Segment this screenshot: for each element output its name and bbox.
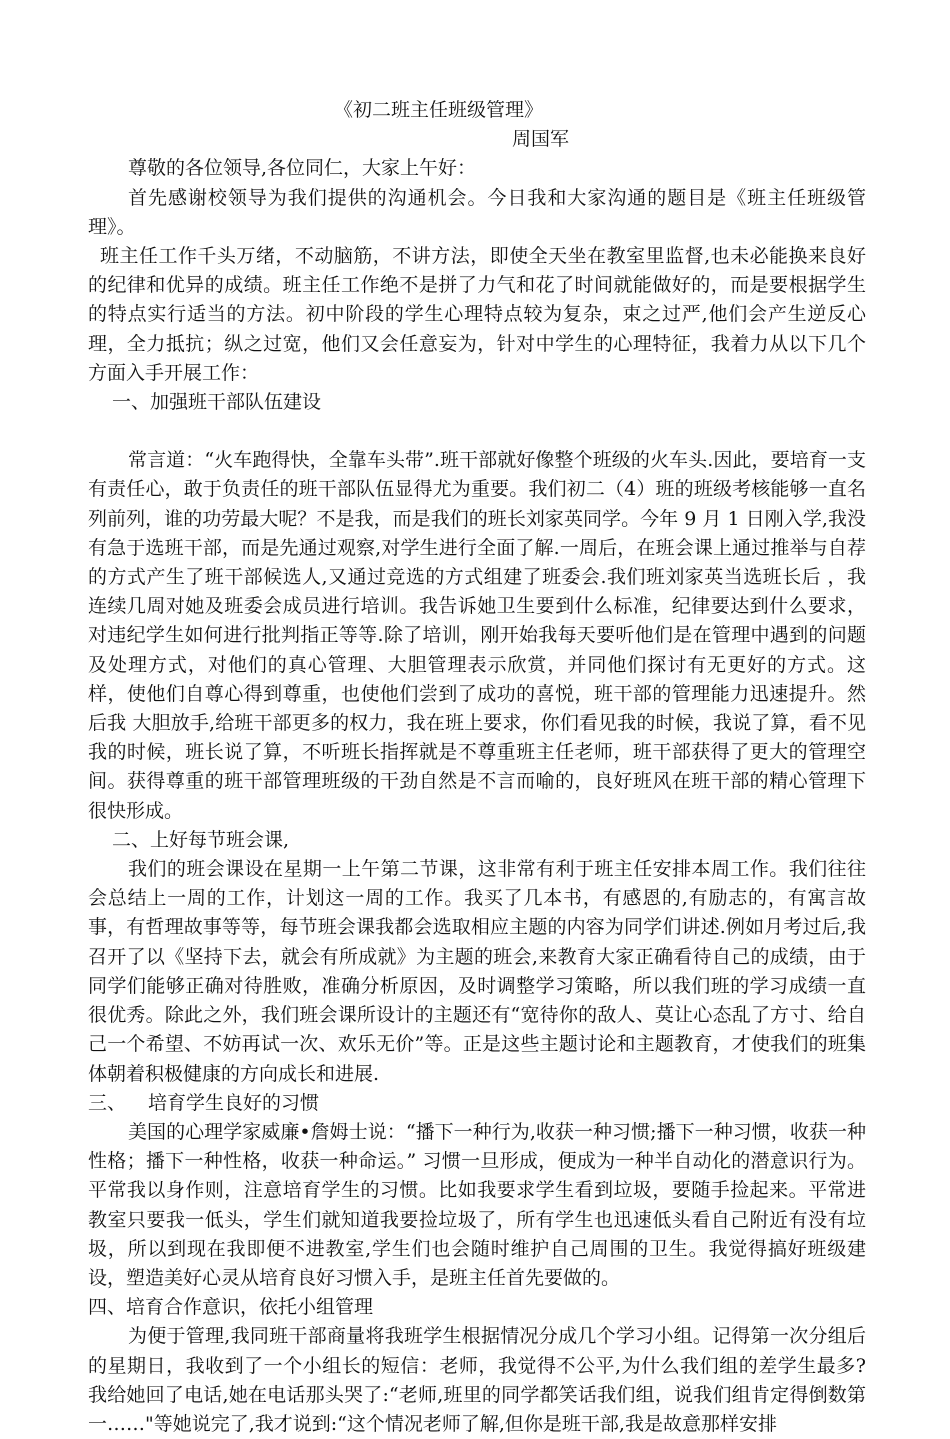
section-1-body: 常言道：“火车跑得快，全靠车头带”.班干部就好像整个班级的火车头.因此，要培育一支有责任心，敢于负责任的班干部队伍显得尤为重要。我们初二（4）班的班级考核能够一直名列前列，谁的功劳最大呢？不是我，而是我们的班长刘家英同学。今年 9 月 1 日刚入学,我没有急于选班干部，而是先通过观察,对学生进行全面了解.一周后，在班会课上通过推举与自荐的方式产生了班干部候选人,又通过竞选的方式组建了班委会.我们班刘家英当选班长后 ，我连续几周对她及班委会成员进行培训。我告诉她卫生要到什么标准，纪律要达到什么要求，对违纪学生如何进行批判指正等等.除了培训，刚开始我每天要听他们是在管理中遇到的问题及处理方式，对他们的真心管理、大胆管理表示欣赏，并同他们探讨有无更好的方式。这样，使他们自尊心得到尊重，也使他们尝到了成功的喜悦，班干部的管理能力迅速提升。然后我 大胆放手,给班干部更多的权力，我在班上要求，你们看见我的时候，我说了算，看不见我的时候，班长说了算，不听班长指挥就是不尊重班主任老师，班干部获得了更大的管理空间。获得尊重的班干部管理班级的干劲自然是不言而喻的，良好班风在班干部的精心管理下很快形成。	[88, 449, 866, 822]
intro-paragraph: 首先感谢校领导为我们提供的沟通机会。今日我和大家沟通的题目是《班主任班级管理》。	[88, 186, 866, 238]
document-page	[88, 96, 866, 1439]
greeting: 尊敬的各位领导,各位同仁，大家上午好：	[128, 157, 477, 180]
author-name: 周国军	[512, 128, 570, 151]
section-4-body: 为便于管理,我同班干部商量将我班学生根据情况分成几个学习小组。记得第一次分组后的星期日，我收到了一个小组长的短信：老师，我觉得不公平,为什么我们组的差学生最多? 我给她回了电话,她在电话那头哭了:“老师,班里的同学都笑话我们组，说我们组肯定得倒数第一……"等她说完了,我才说到:“这个情况老师了解,但你是班干部,我是故意那样安排	[88, 1325, 866, 1435]
section-heading-4: 四、培育合作意识，依托小组管理	[88, 1296, 374, 1319]
blank-line	[88, 417, 866, 446]
document-title: 《初二班主任班级管理》	[334, 99, 544, 121]
body-paragraph-1: 班主任工作千头万绪，不动脑筋，不讲方法，即使全天坐在教室里监督,也未必能换来良好的纪律和优异的成绩。班主任工作绝不是拼了力气和花了时间就能做好的，而是要根据学生的特点实行适当的方法。初中阶段的学生心理特点较为复杂，束之过严,他们会产生逆反心理，全力抵抗；纵之过宽，他们又会任意妄为，针对中学生的心理特征，我着力从以下几个方面入手开展工作：	[88, 245, 866, 384]
section-heading-1: 一、加强班干部队伍建设	[112, 391, 322, 414]
section-heading-2: 二、上好每节班会课,	[112, 828, 290, 851]
section-3-body: 美国的心理学家威廉•詹姆士说：“播下一种行为,收获一种习惯;播下一种习惯，收获一种性格；播下一种性格，收获一种命运。” 习惯一旦形成，便成为一种半自动化的潜意识行为。平常我以身作则，注意培育学生的习惯。比如我要求学生看到垃圾，要随手捡起来。平常进教室只要我一低头，学生们就知道我要捡垃圾了，所有学生也迅速低头看自己附近有没有垃圾，所以到现在我即便不进教室,学生们也会随时维护自己周围的卫生。我觉得搞好班级建设，塑造美好心灵从培育良好习惯入手，是班主任首先要做的。	[88, 1120, 866, 1289]
section-heading-3-number: 三、	[88, 1091, 127, 1114]
section-2-body: 我们的班会课设在星期一上午第二节课，这非常有利于班主任安排本周工作。我们往往会总结上一周的工作，计划这一周的工作。我买了几本书，有感恩的,有励志的，有寓言故事，有哲理故事等等，每节班会课我都会选取相应主题的内容为同学们讲述.例如月考过后,我召开了以《坚持下去，就会有所成就》为主题的班会,来教育大家正确看待自己的成绩，由于同学们能够正确对待胜败，准确分析原因，及时调整学习策略，所以我们班的学习成绩一直很优秀。除此之外，我们班会课所设计的主题还有“宽待你的敌人、莫让心态乱了方寸、给自己一个希望、不妨再试一次、欢乐无价”等。正是这些主题讨论和主题教育，才使我们的班集体朝着积极健康的方向成长和进展.	[88, 858, 866, 1085]
section-heading-3-text: 培育学生良好的习惯	[148, 1091, 320, 1114]
section-heading-3	[88, 1089, 866, 1118]
